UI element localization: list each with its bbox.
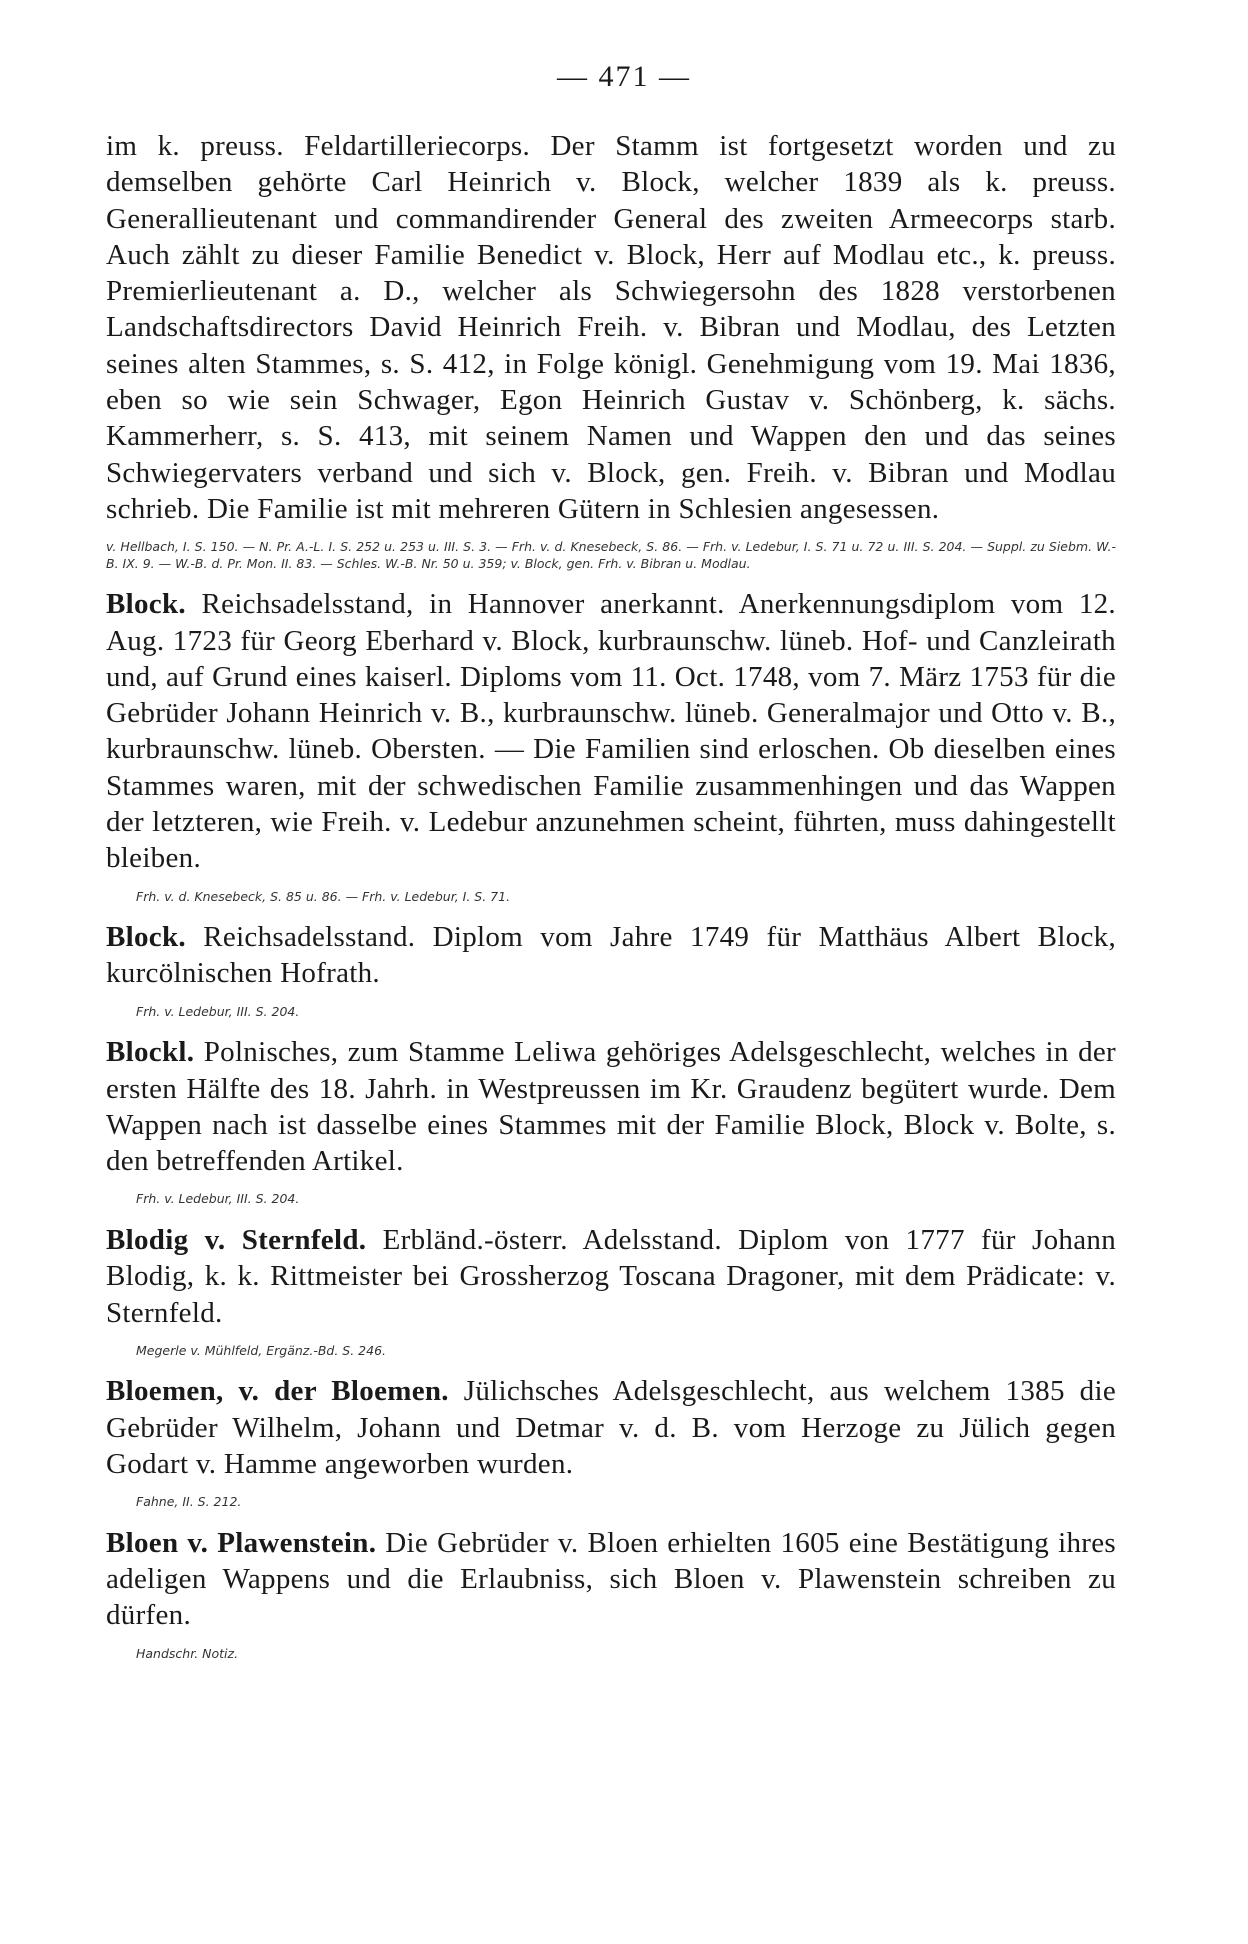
page-number: — 471 —	[557, 60, 691, 93]
entry	[106, 1525, 1116, 1662]
entry-heading: Bloemen, v. der Bloemen.	[106, 1375, 449, 1408]
source-citation: Handschr. Notiz.	[136, 1645, 239, 1661]
entry-text	[106, 128, 1116, 527]
entry-body: Polnisches, zum Stamme Leliwa gehöriges Adelsgeschlecht, welches in der ersten Hälfte des 18. Jahrh. in Westpreussen im Kr. Graudenz begütert wurde. Dem Wappen nach ist dasselbe eines Stammes mit der Familie Block, Block v. Bolte, s. den betreffenden Artikel.	[106, 1036, 1116, 1178]
entry-body: Reichsadelsstand. Diplom vom Jahre 1749 für Matthäus Albert Block, kurcölnischen Hofrath.	[106, 921, 1116, 990]
source-citation: v. Hellbach, I. S. 150. — N. Pr. A.-L. I. S. 252 u. 253 u. III. S. 3. — Frh. v. d. Knesebeck, S. 86. — Frh. v. Ledebur, I. S. 71 u. 72 u. III. S. 204. — Suppl. zu Siebm. W.-B. IX. 9. — W.-B. d. Pr. Mon. II. 83. — Schles. W.-B. Nr. 50 u. 359; v. Block, gen. Frh. v. Bibran u. Modlau.	[106, 539, 1116, 571]
entry-body: im k. preuss. Feldartilleriecorps. Der Stamm ist fortgesetzt worden und zu demselben gehörte Carl Heinrich v. Block, welcher 1839 als k. preuss. Generallieutenant und commandirender General des zweiten Armeecorps starb. Auch zählt zu dieser Familie Benedict v. Block, Herr auf Modlau etc., k. preuss. Premierlieutenant a. D., welcher als Schwiegersohn des 1828 verstorbenen Landschaftsdirectors David Heinrich Freih. v. Bibran und Modlau, des Letzten seines alten Stammes, s. S. 412, in Folge königl. Genehmigung vom 19. Mai 1836, eben so wie sein Schwager, Egon Heinrich Gustav v. Schönberg, k. sächs. Kammerherr, s. S. 413, mit seinem Namen und Wappen den und das seines Schwiegervaters verband und sich v. Block, gen. Freih. v. Bibran und Modlau schrieb. Die Familie ist mit mehreren Gütern in Schlesien angesessen.	[106, 130, 1116, 525]
entry-heading: Block.	[106, 588, 186, 621]
body-text	[106, 128, 1116, 1676]
entry	[106, 1222, 1116, 1359]
entry-text	[106, 1222, 1116, 1331]
source-citation: Frh. v. Ledebur, III. S. 204.	[136, 1003, 300, 1019]
entry-text	[106, 1034, 1116, 1179]
entry	[106, 128, 1116, 572]
entry-heading: Blodig v. Sternfeld.	[106, 1223, 367, 1256]
source-citation: Megerle v. Mühlfeld, Ergänz.-Bd. S. 246.	[136, 1342, 387, 1358]
entry-body: Jülichsches Adelsgeschlecht, aus welchem 1385 die Gebrüder Wilhelm, Johann und Detmar v. d. B. vom Herzoge zu Jülich gegen Godart v. Hamme angeworben wurden.	[106, 1375, 1116, 1480]
source-citation: Fahne, II. S. 212.	[136, 1494, 242, 1510]
source-citation: Frh. v. d. Knesebeck, S. 85 u. 86. — Frh. v. Ledebur, I. S. 71.	[136, 888, 511, 904]
entry	[106, 1373, 1116, 1510]
entry	[106, 586, 1116, 905]
entry-body: Erbländ.-österr. Adelsstand. Diplom von 1777 für Johann Blodig, k. k. Rittmeister bei Grossherzog Toscana Dragoner, mit dem Prädicate: v. Sternfeld.	[106, 1223, 1116, 1329]
entry-body: Die Gebrüder v. Bloen erhielten 1605 eine Bestätigung ihres adeligen Wappens und die Erlaubniss, sich Bloen v. Plawenstein schreiben zu dürfen.	[106, 1526, 1116, 1632]
entry-body: Reichsadelsstand, in Hannover anerkannt. Anerkennungsdiplom vom 12. Aug. 1723 für Georg Eberhard v. Block, kurbraunschw. lüneb. Hof- und Canzleirath und, auf Grund eines kaiserl. Diploms vom 11. Oct. 1748, vom 7. März 1753 für die Gebrüder Johann Heinrich v. B., kurbraunschw. lüneb. Generalmajor und Otto v. B., kurbraunschw. lüneb. Obersten. — Die Familien sind erloschen. Ob dieselben eines Stammes waren, mit der schwedischen Familie zusammenhingen und das Wappen der letzteren, wie Freih. v. Ledebur anzunehmen scheint, führten, muss dahingestellt bleiben.	[106, 588, 1116, 875]
source-citation: Frh. v. Ledebur, III. S. 204.	[136, 1191, 300, 1207]
entry-text	[106, 919, 1116, 992]
entry-heading: Blockl.	[106, 1036, 195, 1069]
entry	[106, 919, 1116, 1020]
entry-text	[106, 1525, 1116, 1634]
entry-heading: Block.	[106, 921, 186, 954]
entry	[106, 1034, 1116, 1208]
entry-heading: Bloen v. Plawenstein.	[106, 1526, 377, 1559]
entry-text	[106, 1373, 1116, 1482]
entry-text	[106, 586, 1116, 876]
